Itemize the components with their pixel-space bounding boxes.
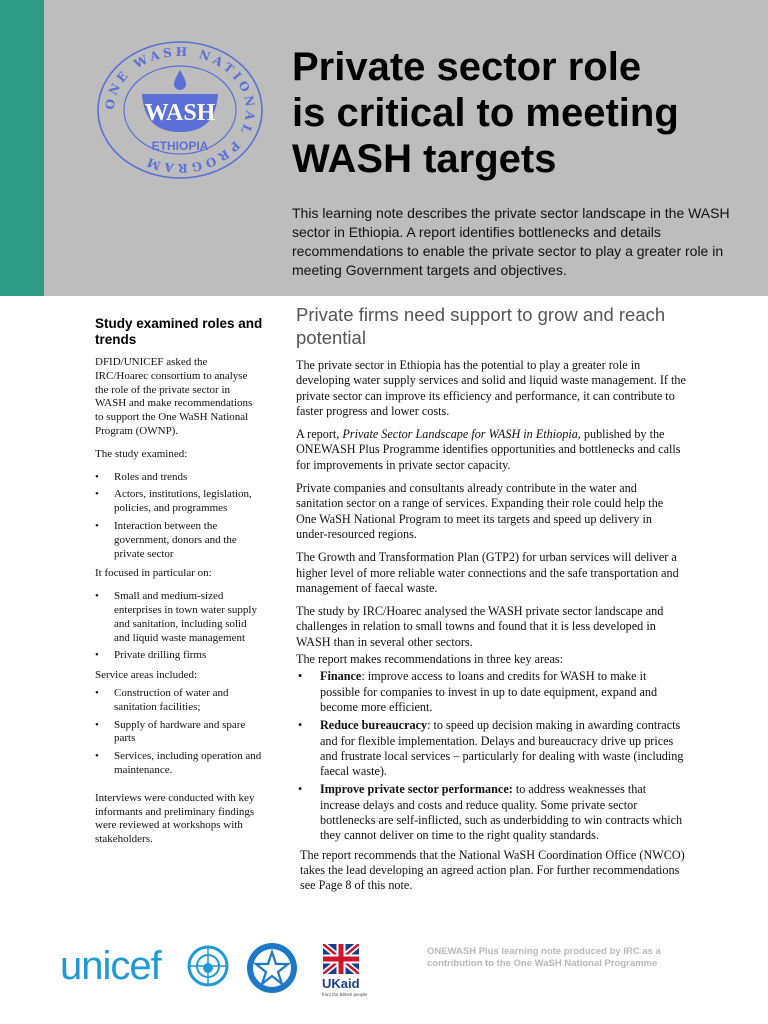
title-line: is critical to meeting (292, 91, 679, 135)
article-paragraph: The Growth and Transformation Plan (GTP2) for urban services will deliver a higher level of more reliable water connections and the safe transportation and management of faecal waste. (296, 550, 679, 595)
logo-wash-text: WASH (144, 100, 216, 126)
recommendation-label: Finance (320, 669, 362, 684)
article-paragraph: Private companies and consultants already contribute in the water and sanitation sector on a range of services. Expanding their role could help the One WaSH National Program to meet its targets and speed up delivery in under-resourced regions. (296, 481, 664, 541)
recommendations-list (296, 669, 686, 843)
sidebar-box (95, 316, 263, 856)
list-item: • Construction of water and sanitation facilities; (95, 687, 263, 715)
text-span: , published by the ONEWASH Plus Programme identifies opportunities and bottlenecks and calls for improvements in private sector capacity. (296, 427, 681, 472)
water-drop-icon (174, 70, 186, 90)
list-item: • Interaction between the government, donors and the private sector (95, 520, 263, 561)
examined-list (95, 471, 263, 562)
article-paragraph: The study by IRC/Hoarec analysed the WASH private sector landscape and challenges in relation to small towns and found that it is less developed in WASH than in several other sectors. (296, 604, 664, 649)
ukaid-tagline: from the British people (322, 992, 368, 997)
unicef-emblem-icon (186, 944, 230, 988)
recommendation-label: Improve private sector performance: (320, 782, 513, 797)
sidebar-paragraph: It focused in particular on: (95, 567, 212, 580)
focused-list (95, 590, 263, 663)
recommendation-item (296, 669, 686, 715)
sidebar-heading: Study examined roles and trends (95, 316, 263, 347)
article-paragraph (296, 427, 686, 473)
article-paragraph: The private sector in Ethiopia has the potential to play a greater role in developing water supply services and solid and liquid waste management. If the private sector can improve its efficiency and performance, it can contribute to faster progress and lower costs. (296, 358, 686, 418)
text-span: A report, (296, 427, 343, 442)
title-line: WASH targets (292, 137, 557, 181)
title-line: Private sector role (292, 45, 642, 89)
list-item: • Small and medium-sized enterprises in town water supply and sanitation, including solid and liquid waste management (95, 590, 263, 645)
sidebar-paragraph: The study examined: (95, 447, 188, 460)
services-list (95, 687, 263, 778)
sidebar-paragraph: Service areas included: (95, 669, 198, 682)
ukaid-text: UKaid (322, 976, 360, 991)
teal-accent-bar (0, 0, 44, 296)
report-title: Private Sector Landscape for WASH in Ethiopia (342, 427, 578, 442)
uk-flag-icon (323, 944, 359, 974)
main-article (296, 303, 686, 902)
unicef-logo-text: unicef (60, 944, 161, 988)
page-title (292, 44, 752, 182)
one-wash-logo (94, 40, 266, 180)
list-item: • Private drilling firms (95, 649, 263, 663)
list-item: • Services, including operation and maintenance. (95, 750, 263, 778)
sidebar-paragraph: DFID/UNICEF asked the IRC/Hoarec consortium to analyse the role of the private sector in WASH and make recommendations to support the One WaSH National Program (OWNP). (95, 356, 253, 437)
logo-country-text: ETHIOPIA (151, 139, 209, 153)
list-item: • Roles and trends (95, 471, 263, 485)
list-item: • Supply of hardware and spare parts (95, 719, 263, 747)
recommendation-text: to address weaknesses that increase delays and costs and reduce quality. Some private sector bottlenecks are self-inflicted, such as underbidding to win contracts which they cannot deliver on time to the right quality standards. (320, 782, 683, 843)
list-item: • Actors, institutions, legislation, policies, and programmes (95, 488, 263, 516)
ethiopia-emblem-icon (246, 942, 298, 994)
footer-note: ONEWASH Plus learning note produced by IRC as a contribution to the One WaSH National Programme (427, 946, 661, 969)
recommendation-item (296, 718, 686, 779)
article-heading: Private firms need support to grow and reach potential (296, 304, 666, 348)
recommendation-label: Reduce bureaucracy (320, 718, 428, 733)
article-paragraph: The report makes recommendations in three key areas: (296, 652, 564, 667)
intro-paragraph: This learning note describes the private sector landscape in the WASH sector in Ethiopia. A report identifies bottlenecks and details recommendations to enable the private sector to play a greater role in meeting Government targets and objectives. (292, 205, 730, 278)
sidebar-paragraph: Interviews were conducted with key informants and preliminary findings were reviewed at workshops with stakeholders. (95, 791, 255, 846)
recommendation-text: : improve access to loans and credits for WASH to make it possible for companies to invest in up to date equipment, expand and become more efficient. (320, 669, 658, 714)
partner-logos (60, 936, 380, 1006)
article-paragraph: The report recommends that the National WaSH Coordination Office (NWCO) takes the lead developing an agreed action plan. For further recommendations see Page 8 of this note. (300, 847, 685, 893)
recommendation-item (296, 782, 686, 843)
logo-ring-text: ONE WASH NATIONAL PROGRAM (102, 44, 258, 176)
recommendation-text: : to speed up decision making in awarding contracts and for flexible implementation. Delays and bureaucracy drive up prices and frustrate local services – particularly for dealing with waste (including faecal waste). (320, 718, 684, 779)
